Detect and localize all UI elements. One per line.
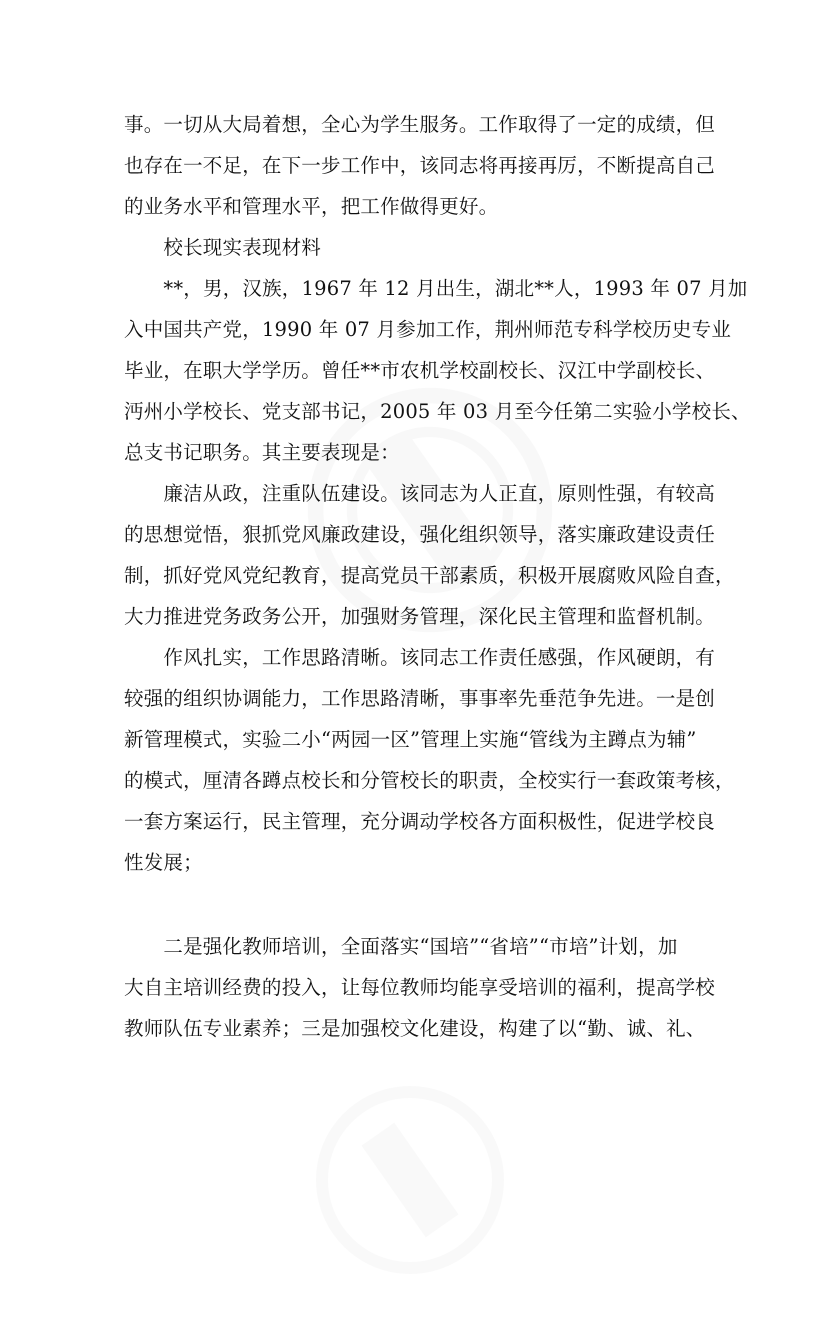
paragraph-line: 的思想觉悟，狠抓党风廉政建设，强化组织领导，落实廉政建设责任 [124, 523, 716, 546]
paragraph-line: 大力推进党务政务公开，加强财务管理，深化民主管理和监督机制。 [124, 605, 716, 628]
paragraph-line: 制，抓好党风党纪教育，提高党员干部素质，积极开展腐败风险自查， [124, 564, 735, 587]
paragraph-line: 毕业，在职大学学历。曾任**市农机学校副校长、汉江中学副校长、 [124, 359, 716, 382]
paragraph-line: 的业务水平和管理水平，把工作做得更好。 [124, 195, 499, 218]
paragraph-line: 事。一切从大局着想，全心为学生服务。工作取得了一定的成绩，但 [124, 113, 716, 136]
paragraph-line: 总支书记职务。其主要表现是： [124, 441, 400, 464]
paragraph-line: 的模式，厘清各蹲点校长和分管校长的职责，全校实行一套政策考核， [124, 769, 735, 792]
paragraph-line: 新管理模式，实验二小“两园一区”管理上实施“管线为主蹲点为辅” [124, 728, 697, 751]
watermark-logo-bottom [271, 1041, 550, 1319]
paragraph-line: 入中国共产党，1990 年 07 月参加工作，荆州师范专科学校历史专业 [124, 318, 732, 341]
paragraph-line: 作风扎实，工作思路清晰。该同志工作责任感强，作风硬朗，有 [124, 646, 716, 669]
paragraph-line: 沔州小学校长、党支部书记，2005 年 03 月至今任第二实验小学校长、 [124, 400, 751, 423]
section-title: 校长现实表现材料 [124, 236, 322, 259]
paragraph-line: 廉洁从政，注重队伍建设。该同志为人正直，原则性强，有较高 [124, 482, 716, 505]
body-text-bottom [124, 926, 716, 1049]
paragraph-line: 教师队伍专业素养；三是加强校文化建设，构建了以“勤、诚、礼、 [124, 1017, 706, 1040]
paragraph-line: 二是强化教师培训，全面落实“国培”“省培”“市培”计划，加 [124, 935, 678, 958]
paragraph-line: 大自主培训经费的投入，让每位教师均能享受培训的福利，提高学校 [124, 976, 716, 999]
body-text-top [124, 104, 751, 883]
paragraph-line: 也存在一不足，在下一步工作中，该同志将再接再厉，不断提高自己 [124, 154, 716, 177]
paragraph-line: 一套方案运行，民主管理，充分调动学校各方面积极性，促进学校良 [124, 810, 716, 833]
paragraph-line: **，男，汉族，1967 年 12 月出生，湖北**人，1993 年 07 月加 [124, 277, 748, 300]
paragraph-line: 较强的组织协调能力，工作思路清晰，事事率先垂范争先进。一是创 [124, 687, 716, 710]
paragraph-line: 性发展； [124, 851, 203, 874]
